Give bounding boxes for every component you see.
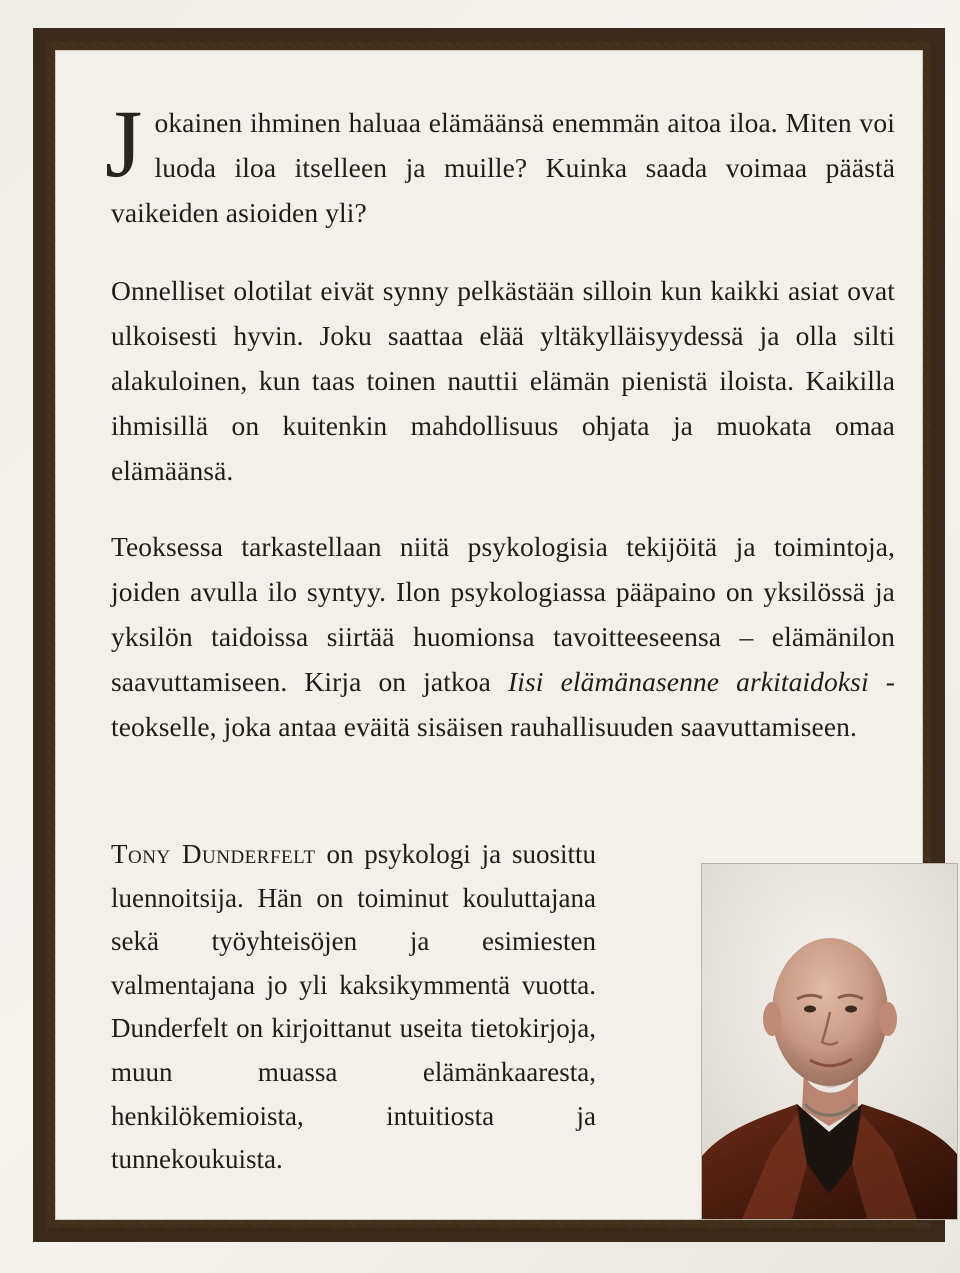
author-bio-block — [111, 833, 596, 1182]
context-text-end: -teokselle, joka antaa eväitä sisäisen rauhallisuuden saavuttamiseen. — [111, 666, 895, 742]
intro-text: okainen ihminen haluaa elämäänsä enemmän aitoa iloa. Miten voi luoda iloa itselleen ja muille? Kuinka saada voimaa päästä vaikeiden asioiden yli? — [111, 107, 895, 228]
context-text-start: Teoksessa tarkastellaan niitä psykologisia tekijöitä ja toimintoja, joiden avulla ilo syntyy. Ilon psykologiassa pääpaino on yksilössä ja yksilön taidoissa siirtää huomionsa tavoitteeseensa – elämänilon saavuttamiseen. Kirja on jatkoa — [111, 531, 895, 697]
author-name: Tony Dunderfelt — [111, 839, 316, 869]
author-portrait-image — [702, 864, 957, 1219]
author-photo — [701, 863, 958, 1220]
book-context-paragraph — [111, 524, 895, 749]
author-bio-text: on psykologi ja suosittu luennoitsija. Hän on toiminut kouluttajana sekä työyhteisöjen ja esimiesten valmentajana jo yli kaksikymmentä vuotta. Dunderfelt on kirjoittanut useita tietokirjoja, muun muassa elämänkaaresta, henkilökemioista, intuitiosta ja tunnekoukuista. — [111, 839, 596, 1175]
description-paragraph: Onnelliset olotilat eivät synny pelkästään silloin kun kaikki asiat ovat ulkoisesti hyvin. Joku saattaa elää yltäkylläisyydessä ja olla silti alakuloinen, kun taas toinen nauttii elämän pienistä iloista. Kaikilla ihmisillä on kuitenkin mahdollisuus ohjata ja muokata omaa elämäänsä. — [111, 275, 895, 486]
drop-cap: J — [105, 90, 143, 197]
author-bio — [111, 833, 596, 1182]
referenced-book-title: Iisi elämänasenne arkitaidoksi — [508, 666, 869, 697]
decorative-frame — [33, 28, 945, 1242]
text-panel — [55, 50, 923, 1220]
intro-paragraph — [105, 90, 895, 235]
